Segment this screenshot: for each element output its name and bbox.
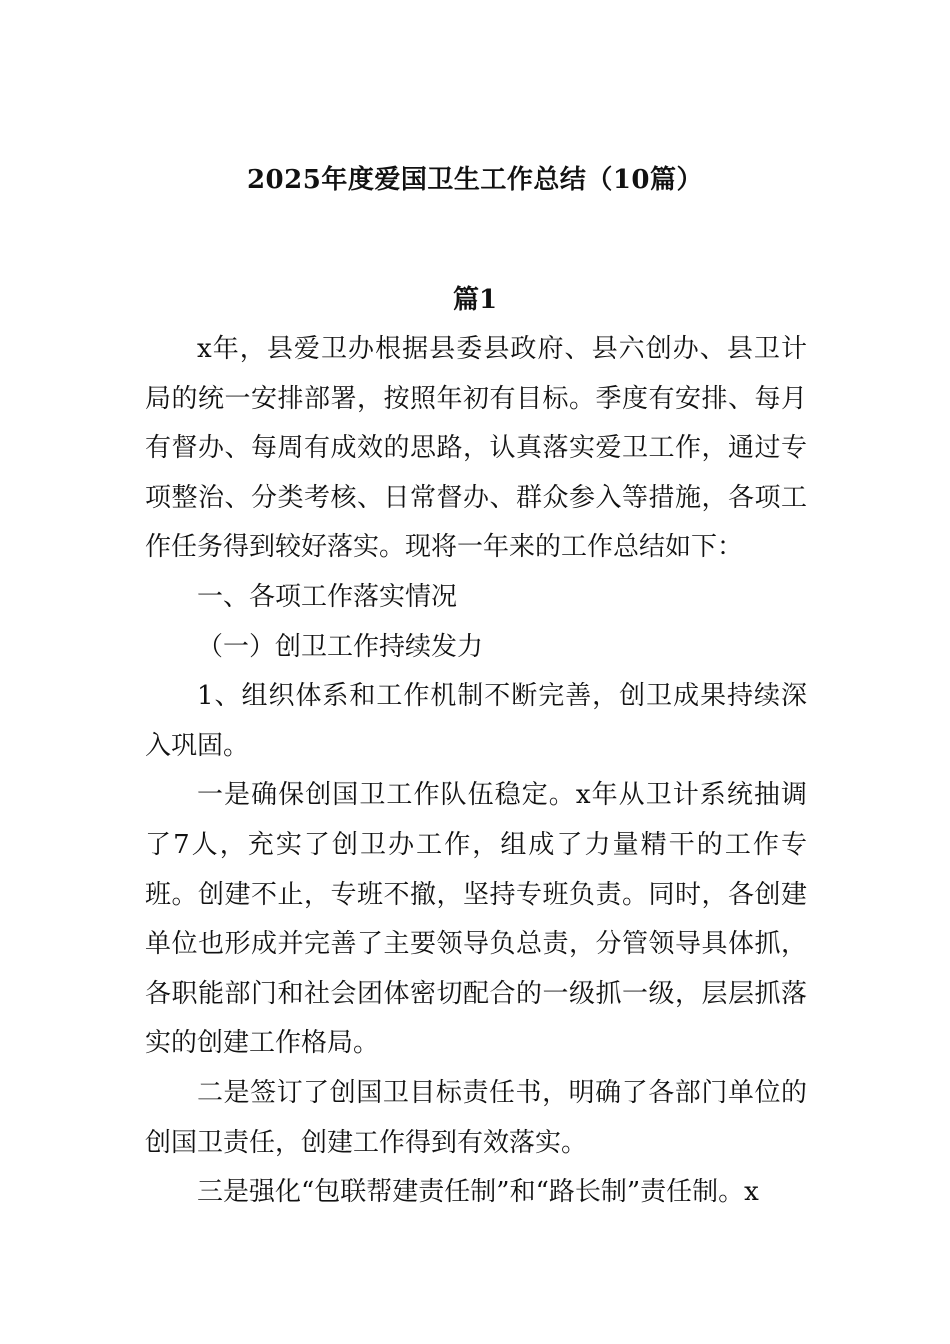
body-text	[145, 325, 807, 1218]
document-title: 2025年度爱国卫生工作总结（10篇）	[246, 165, 704, 195]
paragraph-heading-1: 一、各项工作落实情况	[197, 581, 458, 612]
section-title: 篇1	[452, 285, 498, 315]
paragraph-point-3: 三是强化“包联帮建责任制”和“路长制”责任制。x	[197, 1177, 759, 1208]
paragraph-intro: x年，县爱卫办根据县委县政府、县六创办、县卫计局的统一安排部署，按照年初有目标。季度有安排、每月有督办、每周有成效的思路，认真落实爱卫工作，通过专项整治、分类考核、日常督办、群众参入等措施，各项工作任务得到较好落实。现将一年来的工作总结如下：	[145, 334, 807, 563]
paragraph-point-1: 一是确保创国卫工作队伍稳定。x年从卫计系统抽调了7人，充实了创卫办工作，组成了力量精干的工作专班。创建不止，专班不撤，坚持专班负责。同时，各创建单位也形成并完善了主要领导负总责，分管领导具体抓，各职能部门和社会团体密切配合的一级抓一级，层层抓落实的创建工作格局。	[145, 780, 807, 1059]
paragraph-point-2: 二是签订了创国卫目标责任书，明确了各部门单位的创国卫责任，创建工作得到有效落实。	[145, 1077, 807, 1158]
paragraph-item-1: 1、组织体系和工作机制不断完善，创卫成果持续深入巩固。	[145, 681, 807, 761]
paragraph-subheading-1: （一）创卫工作持续发力	[197, 631, 484, 662]
